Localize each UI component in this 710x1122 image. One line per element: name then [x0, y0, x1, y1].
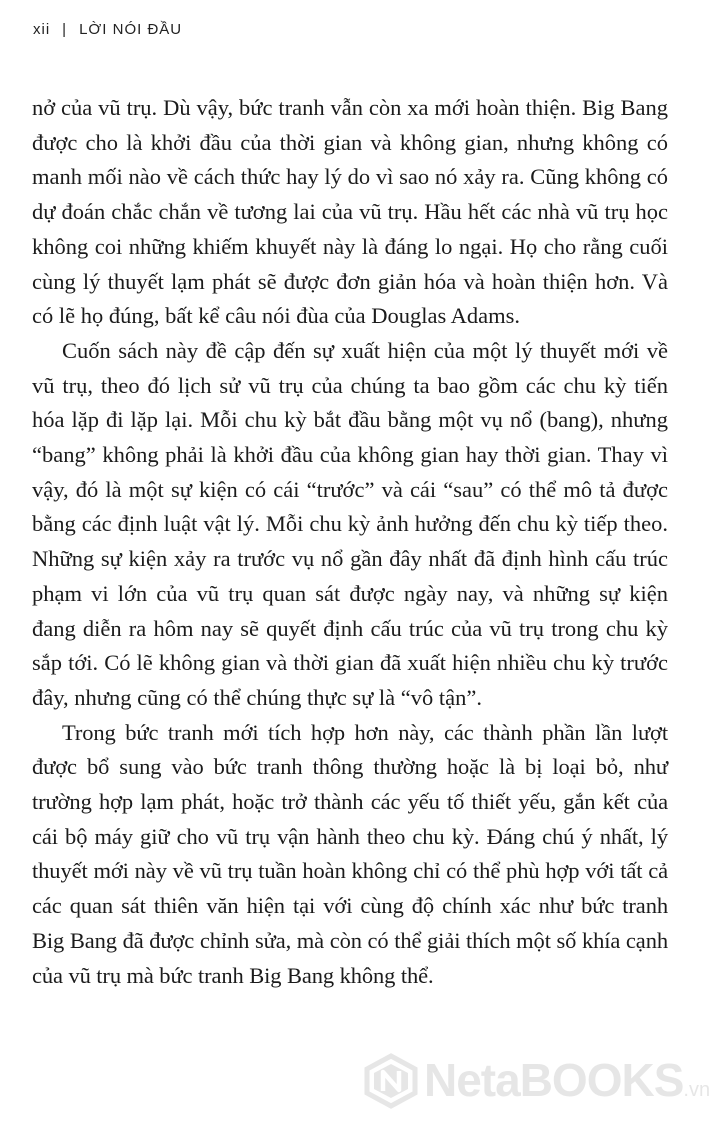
page-number: xii: [33, 21, 51, 38]
paragraph-cyclic-theory: Cuốn sách này đề cập đến sự xuất hiện của một lý thuyết mới về vũ trụ, theo đó lịch sử vũ trụ của chúng ta bao gồm các chu kỳ tiến hóa lặp đi lặp lại. Mỗi chu kỳ bắt đầu bằng một vụ nổ (bang), nhưng “bang” không phải là khởi đầu của không gian hay thời gian. Thay vì vậy, đó là một sự kiện có cái “trước” và cái “sau” có thể mô tả được bằng các định luật vật lý. Mỗi chu kỳ ảnh hưởng đến chu kỳ tiếp theo. Những sự kiện xảy ra trước vụ nổ gần đây nhất đã định hình cấu trúc phạm vi lớn của vũ trụ quan sát được ngày nay, và những sự kiện đang diễn ra hôm nay sẽ quyết định cấu trúc của vũ trụ trong chu kỳ sắp tới. Có lẽ không gian và thời gian đã xuất hiện nhiều chu kỳ trước đây, nhưng cũng có thể chúng thực sự là “vô tận”.: [32, 337, 668, 710]
running-header: [33, 21, 182, 38]
netabooks-logo-icon: [364, 1054, 418, 1108]
section-title: LỜI NÓI ĐẦU: [79, 21, 183, 38]
watermark-brand: NetaBOOKS: [424, 1054, 684, 1106]
watermark-suffix: .vn: [683, 1079, 710, 1101]
paragraph-integrated-picture: Trong bức tranh mới tích hợp hơn này, các thành phần lần lượt được bổ sung vào bức tranh thông thường hoặc là bị loại bỏ, như trường hợp lạm phát, hoặc trở thành các yếu tố thiết yếu, gắn kết của cái bộ máy giữ cho vũ trụ vận hành theo chu kỳ. Đáng chú ý nhất, lý thuyết mới này về vũ trụ tuần hoàn không chỉ có thể phù hợp với tất cả các quan sát thiên văn hiện tại với cùng độ chính xác như bức tranh Big Bang đã được chỉnh sửa, mà còn có thể giải thích một số khía cạnh của vũ trụ mà bức tranh Big Bang không thể.: [32, 719, 668, 988]
watermark-text: [424, 1050, 710, 1120]
page-body: [32, 91, 668, 993]
paragraph-continuation: nở của vũ trụ. Dù vậy, bức tranh vẫn còn xa mới hoàn thiện. Big Bang được cho là khởi đầu của thời gian và không gian, nhưng không có manh mối nào về cách thức hay lý do vì sao nó xảy ra. Cũng không có dự đoán chắc chắn về tương lai của vũ trụ. Hầu hết các nhà vũ trụ học không coi những khiếm khuyết này là đáng lo ngại. Họ cho rằng cuối cùng lý thuyết lạm phát sẽ được đơn giản hóa và hoàn thiện hơn. Và có lẽ họ đúng, bất kể câu nói đùa của Douglas Adams.: [32, 95, 668, 329]
watermark: [360, 1044, 710, 1114]
header-separator: |: [62, 21, 68, 38]
